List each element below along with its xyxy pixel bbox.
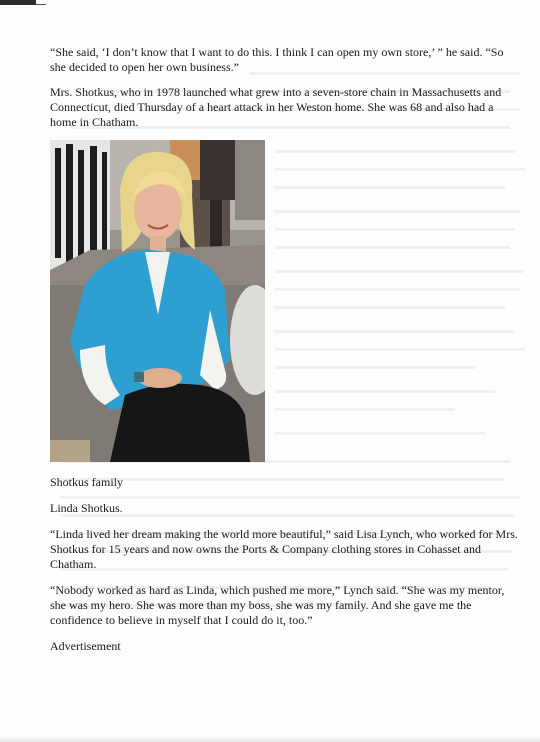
lynch-quote-paragraph: “Linda lived her dream making the world more beautiful,” said Lisa Lynch, who worked for Mrs. Shotkus for 15 years and now owns the Ports & Company clothing stores in Cohasset and Chatham. bbox=[50, 527, 518, 571]
quote-paragraph: “She said, ‘I don’t know that I want to do this. I think I can open my own store,’ ” he said. “So she decided to open her own business.” bbox=[50, 45, 504, 74]
article-top bbox=[50, 45, 518, 140]
scan-corner-line bbox=[36, 4, 46, 5]
advertisement-label: Advertisement bbox=[50, 639, 121, 653]
lynch-quote-paragraph-2: “Nobody worked as hard as Linda, which pushed me more,” Lynch said. “She was my mentor, she was my hero. She was more than my boss, she was my family. And she gave me the confidence to believe in myself that I could do it, too.” bbox=[50, 583, 505, 627]
scan-bottom-edge bbox=[0, 738, 540, 742]
photo-credit: Shotkus family bbox=[50, 475, 124, 489]
article-bottom bbox=[50, 475, 520, 665]
bio-paragraph: Mrs. Shotkus, who in 1978 launched what grew into a seven-store chain in Massachusetts and Connecticut, died Thursday of a heart attack in her Weston home. She was 68 and also had a home in Chatham. bbox=[50, 85, 502, 129]
scan-corner-mark bbox=[0, 0, 36, 5]
article-photo bbox=[50, 140, 265, 462]
portrait-illustration bbox=[50, 140, 265, 462]
photo-caption: Linda Shotkus. bbox=[50, 501, 123, 515]
